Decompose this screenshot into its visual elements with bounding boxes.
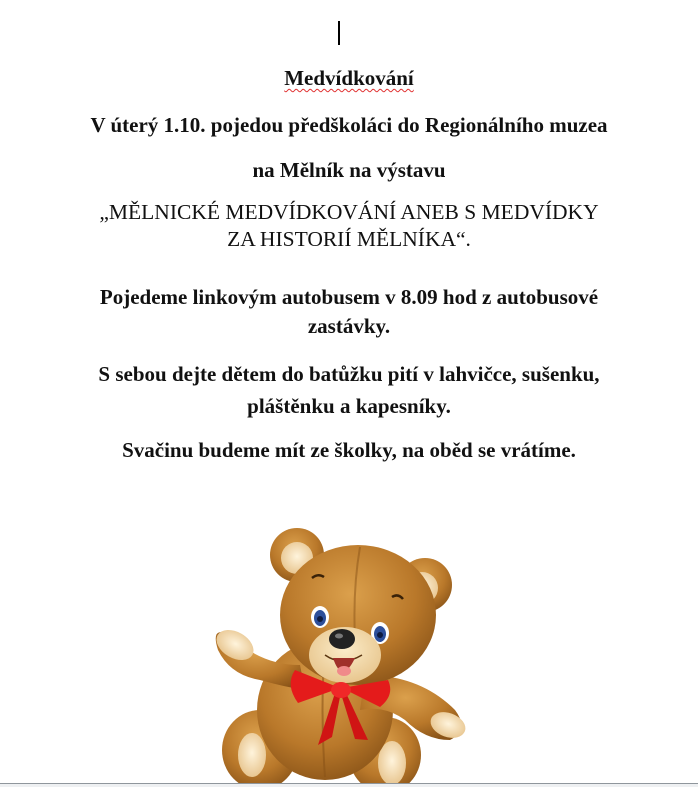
- teddy-bear-image[interactable]: [200, 515, 480, 783]
- paragraph-trip-date: V úterý 1.10. pojedou předškoláci do Regionálního muzea: [90, 113, 608, 137]
- text-cursor: [338, 21, 340, 45]
- paragraph-trip-destination: na Mělník na výstavu: [252, 158, 446, 182]
- teddy-bear-icon: [200, 515, 480, 783]
- document-title-text: Medvídkování: [284, 66, 414, 90]
- paragraph-items-line-1: S sebou dejte dětem do batůžku pití v lahvičce, sušenku,: [98, 362, 600, 386]
- exhibition-name-line-1: „MĚLNICKÉ MEDVÍDKOVÁNÍ ANEB S MEDVÍDKY: [99, 200, 599, 224]
- paragraph-transport-line-1: Pojedeme linkovým autobusem v 8.09 hod z autobusové: [99, 285, 599, 309]
- exhibition-name-line-2: ZA HISTORIÍ MĚLNÍKA“.: [227, 227, 471, 251]
- paragraph-snack: Svačinu budeme mít ze školky, na oběd se vrátíme.: [122, 438, 576, 462]
- paragraph-items-line-2: pláštěnku a kapesníky.: [247, 394, 451, 418]
- document-title: [0, 66, 698, 90]
- paragraph-transport-line-2: zastávky.: [307, 314, 391, 338]
